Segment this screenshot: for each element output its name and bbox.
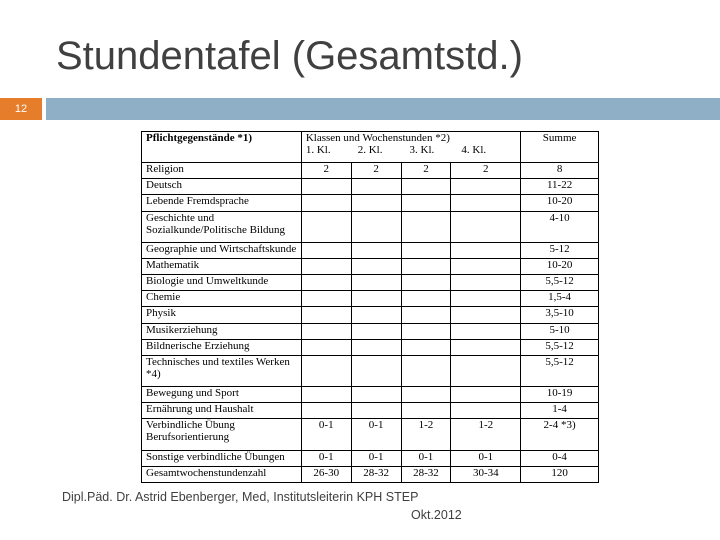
class-hours-cell: [301, 339, 351, 355]
class-hours-cell: 2: [301, 163, 351, 179]
class-hours-cell: 0-1: [301, 450, 351, 466]
class-hours-cell: [401, 179, 451, 195]
class-hours-cell: [301, 355, 351, 386]
class-hours-cell: [301, 211, 351, 242]
sum-cell: 5,5-12: [521, 355, 599, 386]
sum-cell: 10-20: [521, 195, 599, 211]
sum-cell: 1,5-4: [521, 291, 599, 307]
sum-cell: 3,5-10: [521, 307, 599, 323]
header-sum: Summe: [521, 132, 599, 163]
class-hours-cell: [451, 307, 521, 323]
class-hours-cell: [401, 323, 451, 339]
table-row: [142, 163, 599, 179]
sum-cell: 11-22: [521, 179, 599, 195]
class-hours-cell: [401, 339, 451, 355]
sum-cell: 5,5-12: [521, 339, 599, 355]
sum-cell: 5-12: [521, 242, 599, 258]
slide-number-badge: 12: [0, 98, 42, 120]
table-row: [142, 387, 599, 403]
class-hours-cell: [351, 387, 401, 403]
subject-cell: Religion: [142, 163, 302, 179]
subject-cell: Mathematik: [142, 258, 302, 274]
table-row: [142, 195, 599, 211]
slide-title: Stundentafel (Gesamtstd.): [56, 34, 523, 78]
table-row: [142, 323, 599, 339]
header-subject: Pflichtgegenstände *1): [142, 132, 302, 163]
sum-cell: 5,5-12: [521, 275, 599, 291]
subject-cell: Bildnerische Erziehung: [142, 339, 302, 355]
class-hours-cell: [451, 323, 521, 339]
table-row: [142, 275, 599, 291]
class-hours-cell: 26-30: [301, 466, 351, 482]
class-hours-cell: 0-1: [401, 450, 451, 466]
sum-cell: 0-4: [521, 450, 599, 466]
subject-cell: Bewegung und Sport: [142, 387, 302, 403]
subject-cell: Physik: [142, 307, 302, 323]
class-hours-cell: [401, 307, 451, 323]
class-hours-cell: 0-1: [351, 450, 401, 466]
class-hours-cell: [451, 355, 521, 386]
class-hours-cell: 2: [401, 163, 451, 179]
class-hours-cell: [301, 323, 351, 339]
class-hours-cell: [351, 195, 401, 211]
class-hours-cell: 1-2: [401, 419, 451, 450]
subject-cell: Verbindliche Übung Berufsorientierung: [142, 419, 302, 450]
header-classes-cell: [301, 132, 520, 163]
class-hours-cell: 28-32: [351, 466, 401, 482]
sum-cell: 5-10: [521, 323, 599, 339]
table-row: [142, 291, 599, 307]
class-hours-cell: [351, 291, 401, 307]
class-hours-cell: [401, 275, 451, 291]
curriculum-table-figure: [141, 131, 599, 483]
class-label: 1. Kl.: [305, 144, 331, 156]
class-hours-cell: [301, 242, 351, 258]
class-label: 2. Kl.: [357, 144, 383, 156]
class-hours-cell: [401, 211, 451, 242]
class-hours-cell: 28-32: [401, 466, 451, 482]
class-hours-cell: [351, 211, 401, 242]
class-hours-cell: [401, 242, 451, 258]
subject-cell: Chemie: [142, 291, 302, 307]
table-row: [142, 242, 599, 258]
subject-cell: Musikerziehung: [142, 323, 302, 339]
sum-cell: 8: [521, 163, 599, 179]
class-hours-cell: [351, 179, 401, 195]
subject-cell: Deutsch: [142, 179, 302, 195]
class-hours-cell: [401, 387, 451, 403]
table-row: [142, 466, 599, 482]
sum-cell: 1-4: [521, 403, 599, 419]
table-row: [142, 179, 599, 195]
class-hours-cell: [301, 403, 351, 419]
class-hours-cell: [351, 339, 401, 355]
class-hours-cell: [401, 403, 451, 419]
table-body: [142, 163, 599, 483]
class-hours-cell: [301, 387, 351, 403]
class-hours-cell: [351, 355, 401, 386]
class-hours-cell: [351, 242, 401, 258]
footer-date: Okt.2012: [411, 508, 462, 522]
class-hours-cell: [451, 339, 521, 355]
table-row: [142, 339, 599, 355]
class-hours-cell: [351, 275, 401, 291]
table-header-row: [142, 132, 599, 163]
class-hours-cell: [301, 275, 351, 291]
class-hours-cell: [451, 275, 521, 291]
class-hours-cell: 2: [351, 163, 401, 179]
class-hours-cell: 30-34: [451, 466, 521, 482]
class-hours-cell: [401, 195, 451, 211]
sum-cell: 120: [521, 466, 599, 482]
class-hours-cell: [451, 387, 521, 403]
class-hours-cell: [451, 211, 521, 242]
sum-cell: 4-10: [521, 211, 599, 242]
curriculum-table: [141, 131, 599, 483]
subject-cell: Technisches und textiles Werken *4): [142, 355, 302, 386]
subject-cell: Geographie und Wirtschaftskunde: [142, 242, 302, 258]
class-hours-cell: [451, 258, 521, 274]
header-classes: Klassen und Wochenstunden *2): [305, 132, 450, 144]
table-row: [142, 211, 599, 242]
class-hours-cell: [451, 195, 521, 211]
class-hours-cell: [401, 355, 451, 386]
class-label: 3. Kl.: [409, 144, 435, 156]
class-hours-cell: [351, 258, 401, 274]
class-hours-cell: [451, 179, 521, 195]
sum-cell: 10-19: [521, 387, 599, 403]
table-row: [142, 355, 599, 386]
class-hours-cell: [451, 242, 521, 258]
class-hours-cell: [301, 258, 351, 274]
subject-cell: Lebende Fremdsprache: [142, 195, 302, 211]
class-hours-cell: [351, 307, 401, 323]
subject-cell: Geschichte und Sozialkunde/Politische Bildung: [142, 211, 302, 242]
table-row: [142, 403, 599, 419]
class-hours-cell: [301, 195, 351, 211]
class-hours-cell: [401, 291, 451, 307]
class-label: 4. Kl.: [461, 144, 487, 156]
table-row: [142, 258, 599, 274]
class-hours-cell: [301, 291, 351, 307]
class-hours-cell: [401, 258, 451, 274]
table-row: [142, 307, 599, 323]
class-hours-cell: 0-1: [301, 419, 351, 450]
class-hours-cell: [351, 323, 401, 339]
subject-cell: Sonstige verbindliche Übungen: [142, 450, 302, 466]
class-hours-cell: [301, 179, 351, 195]
accent-bar: [46, 98, 720, 120]
sum-cell: 10-20: [521, 258, 599, 274]
class-hours-cell: 2: [451, 163, 521, 179]
footer-author: Dipl.Päd. Dr. Astrid Ebenberger, Med, Institutsleiterin KPH STEP: [62, 490, 419, 504]
class-hours-cell: 1-2: [451, 419, 521, 450]
class-hours-cell: [301, 307, 351, 323]
class-hours-cell: [451, 403, 521, 419]
class-hours-cell: [351, 403, 401, 419]
subject-cell: Biologie und Umweltkunde: [142, 275, 302, 291]
table-row: [142, 419, 599, 450]
class-hours-cell: 0-1: [351, 419, 401, 450]
sum-cell: 2-4 *3): [521, 419, 599, 450]
subject-cell: Gesamtwochenstundenzahl: [142, 466, 302, 482]
class-hours-cell: 0-1: [451, 450, 521, 466]
table-row: [142, 450, 599, 466]
class-hours-cell: [451, 291, 521, 307]
subject-cell: Ernährung und Haushalt: [142, 403, 302, 419]
